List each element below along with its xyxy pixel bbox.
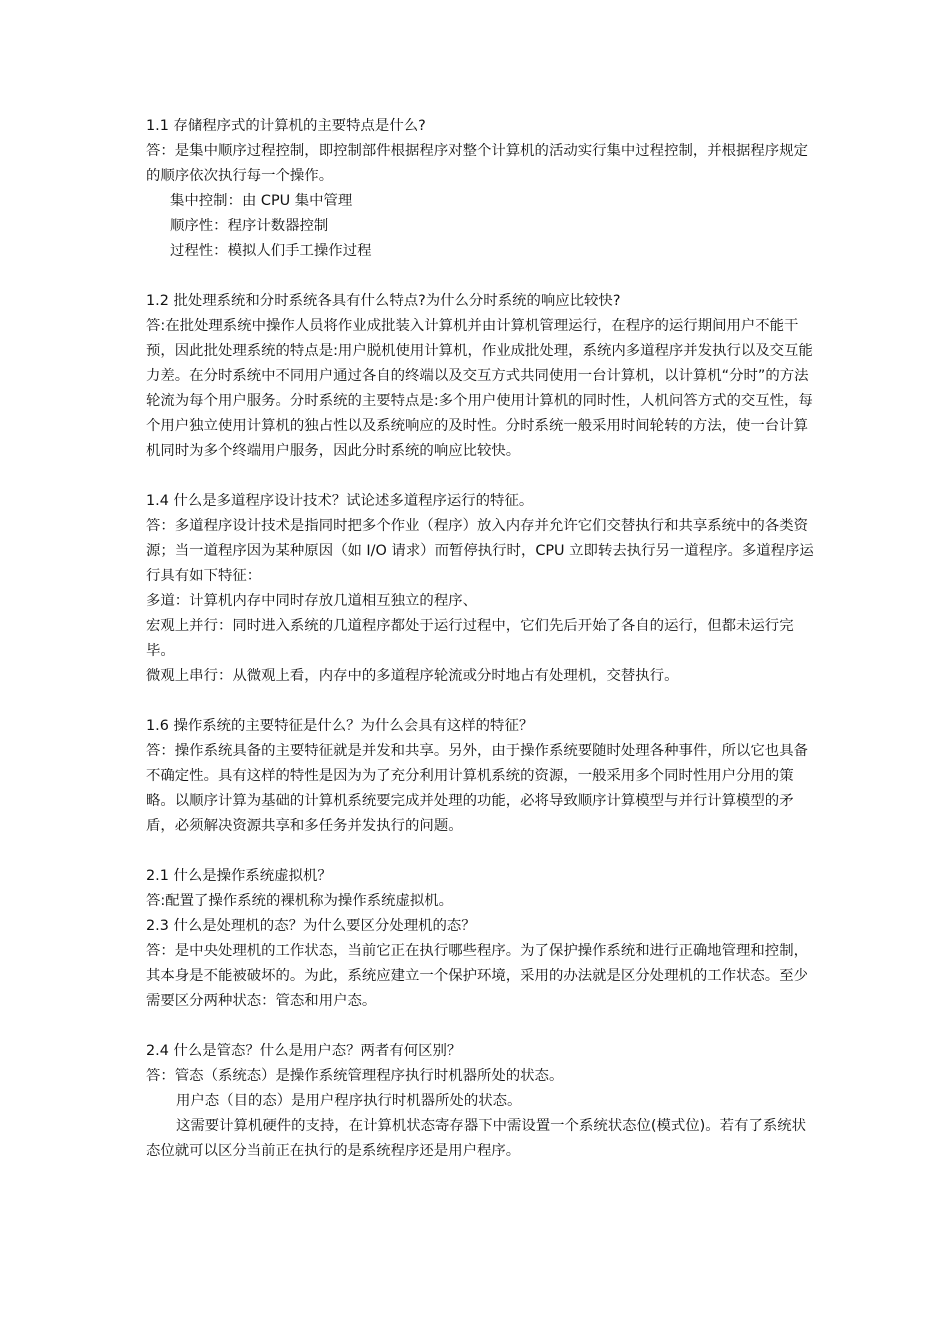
answer-2-1: 答:配置了操作系统的裸机称为操作系统虚拟机。: [146, 893, 454, 909]
answer-1-6: 答：操作系统具备的主要特征就是并发和共享。另外，由于操作系统要随时处理各种事件，所以它也具备不确定性。具有这样的特性是因为为了充分利用计算机系统的资源，一般采用多个同时性用户分用的策略。以顺序计算为基础的计算机系统要完成并处理的功能，必将导致顺序计算模型与并行计算模型的矛盾，必须解决资源共享和多任务并发执行的问题。: [146, 743, 808, 834]
feature-macro-parallel: 宏观上并行：同时进入系统的几道程序都处于运行过程中，它们先后开始了各自的运行，但都未运行完毕。: [146, 618, 794, 659]
answer-2-4-user-mode: 用户态（目的态）是用户程序执行时机器所处的状态。: [176, 1093, 522, 1109]
answer-1-1: 答：是集中顺序过程控制，即控制部件根据程序对整个计算机的活动实行集中过程控制，并根据程序规定的顺序依次执行每一个操作。: [146, 143, 808, 184]
answer-2-4-hardware: 这需要计算机硬件的支持，在计算机状态寄存器下中需设置一个系统状态位(模式位)。若有了系统状态位就可以区分当前正在执行的是系统程序还是用户程序。: [146, 1118, 807, 1159]
question-1-2: 1.2 批处理系统和分时系统各具有什么特点?为什么分时系统的响应比较快?: [146, 293, 621, 309]
section-2-3: [146, 914, 816, 1014]
feature-multiprogram: 多道：计算机内存中同时存放几道相互独立的程序、: [146, 593, 477, 609]
section-1-2: [146, 289, 816, 464]
question-1-1: 1.1 存储程序式的计算机的主要特点是什么?: [146, 118, 426, 134]
question-1-4: 1.4 什么是多道程序设计技术？试论述多道程序运行的特征。: [146, 493, 534, 509]
answer-1-2: 答:在批处理系统中操作人员将作业成批装入计算机并由计算机管理运行，在程序的运行期间用户不能干预，因此批处理系统的特点是:用户脱机使用计算机，作业成批处理，系统内多道程序并发执行以及交互能力差。在分时系统中不同用户通过各自的终端以及交互方式共同使用一台计算机，以计算机“分时”的方法轮流为每个用户服务。分时系统的主要特点是:多个用户使用计算机的同时性，人机问答方式的交互性，每个用户独立使用计算机的独占性以及系统响应的及时性。分时系统一般采用时间轮转的方法，使一台计算机同时为多个终端用户服务，因此分时系统的响应比较快。: [146, 318, 813, 459]
section-1-1: [146, 114, 816, 264]
question-2-4: 2.4 什么是管态？什么是用户态？两者有何区别？: [146, 1043, 462, 1059]
document-page: [146, 114, 816, 1164]
section-1-6: [146, 714, 816, 839]
section-2-1: [146, 864, 816, 914]
point-process: 过程性：模拟人们手工操作过程: [170, 243, 372, 259]
section-2-4: [146, 1039, 816, 1164]
question-2-3: 2.3 什么是处理机的态？为什么要区分处理机的态？: [146, 918, 476, 934]
question-2-1: 2.1 什么是操作系统虚拟机？: [146, 868, 332, 884]
point-sequential: 顺序性：程序计数器控制: [170, 218, 329, 234]
section-1-4: [146, 489, 816, 689]
answer-2-4-kernel-mode: 答：管态（系统态）是操作系统管理程序执行时机器所处的状态。: [146, 1068, 564, 1084]
question-1-6: 1.6 操作系统的主要特征是什么？为什么会具有这样的特征？: [146, 718, 534, 734]
answer-1-4: 答：多道程序设计技术是指同时把多个作业（程序）放入内存并允许它们交替执行和共享系统中的各类资源；当一道程序因为某种原因（如 I/O 请求）而暂停执行时，CPU 立即转去执行另一道程序。多道程序运行具有如下特征：: [146, 518, 814, 584]
point-centralized: 集中控制：由 CPU 集中管理: [170, 193, 353, 209]
feature-micro-serial: 微观上串行：从微观上看，内存中的多道程序轮流或分时地占有处理机，交替执行。: [146, 668, 679, 684]
answer-2-3: 答：是中央处理机的工作状态，当前它正在执行哪些程序。为了保护操作系统和进行正确地管理和控制，其本身是不能被破坏的。为此，系统应建立一个保护环境，采用的办法就是区分处理机的工作状态。至少需要区分两种状态：管态和用户态。: [146, 943, 808, 1009]
